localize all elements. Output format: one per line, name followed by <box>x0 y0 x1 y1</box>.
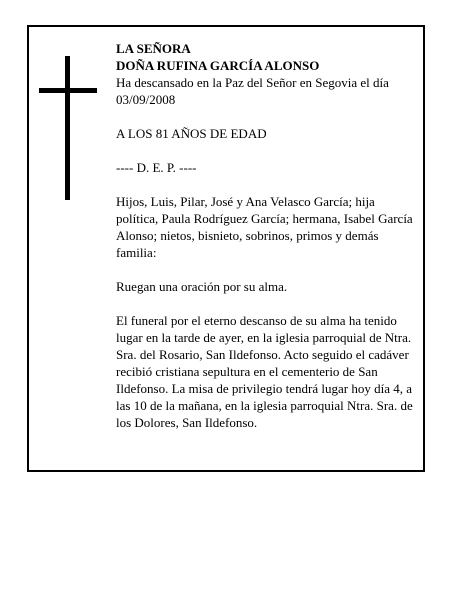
obituary-notice <box>27 25 425 472</box>
cross-icon <box>39 56 97 200</box>
family-paragraph: Hijos, Luis, Pilar, José y Ana Velasco García; hija política, Paula Rodríguez García; hermana, Isabel García Alonso; nietos, bisnieto, sobrinos, primos y demás familia: <box>116 194 413 260</box>
prayer-request: Ruegan una oración por su alma. <box>116 279 288 294</box>
deceased-name: DOÑA RUFINA GARCÍA ALONSO <box>116 58 320 73</box>
age-statement: A LOS 81 AÑOS DE EDAD <box>116 126 267 141</box>
cross-horizontal-bar <box>39 88 97 93</box>
cross-vertical-bar <box>65 56 70 200</box>
passing-statement: Ha descansado en la Paz del Señor en Segovia el día 03/09/2008 <box>116 75 389 107</box>
funeral-paragraph: El funeral por el eterno descanso de su alma ha tenido lugar en la tarde de ayer, en la iglesia parroquial de Ntra. Sra. del Rosario, San Ildefonso. Acto seguido el cadáver recibió cristiana sepultura en el cementerio de San Ildefonso. La misa de privilegio tendrá lugar hoy día 4, a las 10 de la mañana, en la iglesia parroquial Ntra. Sra. de los Dolores, San Ildefonso. <box>116 313 413 430</box>
notice-title: LA SEÑORA <box>116 41 191 56</box>
notice-text <box>116 40 414 431</box>
dep-line: ---- D. E. P. ---- <box>116 160 197 175</box>
